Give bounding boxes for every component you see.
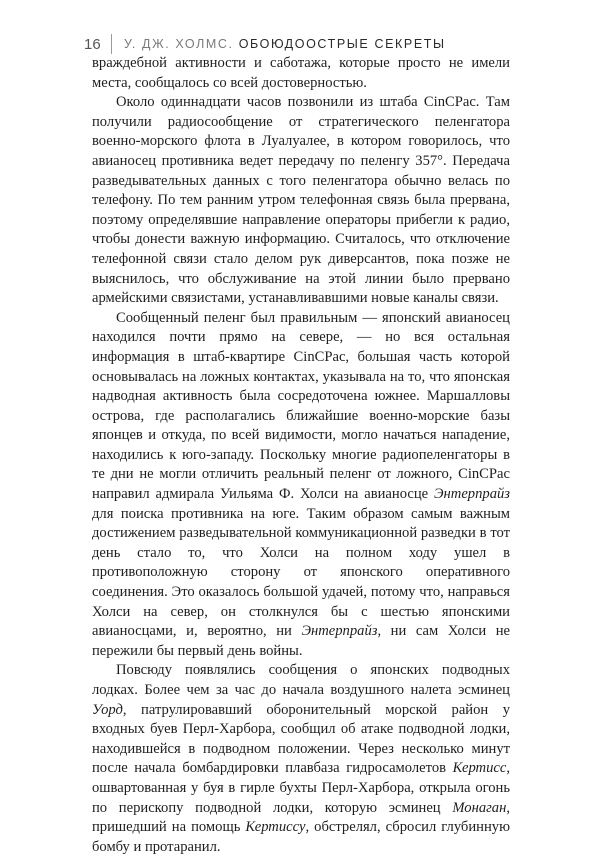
page-number: 16 bbox=[84, 36, 101, 53]
ship-name: Энтерпрайз bbox=[301, 623, 378, 640]
paragraph-text: Повсюду появлялись сообщения о японских подводных лодках. Более чем за час до начала воздушного налета эсминец bbox=[92, 662, 510, 698]
paragraph bbox=[92, 54, 510, 93]
paragraph-text: , пришедший на помощь bbox=[92, 799, 510, 836]
header-divider bbox=[111, 34, 112, 54]
paragraph-text: , ни сам Холси не пережили бы первый день войны. bbox=[92, 623, 511, 659]
ship-name: Энтерпрайз bbox=[434, 486, 510, 503]
ship-name: Кертиссу bbox=[245, 819, 306, 836]
paragraph-text: враждебной активности и саботажа, которые просто не имели места, сообщалось со всей достоверностью. bbox=[92, 55, 510, 91]
body-text bbox=[92, 54, 510, 857]
header-author: У. ДЖ. ХОЛМС. bbox=[124, 37, 234, 51]
paragraph bbox=[92, 93, 510, 309]
paragraph-text: , обстрелял, сбросил глубинную бомбу и протаранил. bbox=[92, 819, 510, 855]
running-head bbox=[0, 34, 600, 56]
paragraph bbox=[92, 309, 510, 662]
paragraph-text: , патрулировавший оборонительный морской район у входных буев Перл-Харбора, сообщил об атаке подводной лодки, находившейся в подводном положении. Через несколько минут после начала бомбардировки плавбаза гидросамолетов bbox=[92, 701, 510, 777]
ship-name: Монаган bbox=[452, 799, 507, 816]
paragraph-text: для поиска противника на юге. Таким образом самым важным достижением разведывательной коммуникационной разведки в тот день стало то, что Холси на полном ходу ушел в противоположную сторону от японского оперативного соединения. Это оказалось большой удачей, потому что, направься Холси на север, он столкнулся бы с шестью японскими авианосцами, и, вероятно, ни bbox=[92, 505, 510, 640]
paragraph bbox=[92, 661, 510, 857]
ship-name: Уорд bbox=[92, 701, 123, 718]
paragraph-text: , ошвартованная у буя в гирле бухты Перл-Харбора, открыла огонь по перископу подводной лодки, которую эсминец bbox=[92, 760, 510, 816]
ship-name: Кертисс bbox=[452, 760, 507, 777]
paragraph-text: Сообщенный пеленг был правильным — японский авианосец находился почти прямо на севере, — но вся остальная информация в штаб-квартире CinCPac, большая часть которой основывалась на ложных контактах, указывала на то, что японская надводная активность была сосредоточена южнее. Маршалловы острова, где располагались ближайшие военно-морские базы японцев и откуда, по всей видимости, могло начаться нападение, находились к юго-западу. Поскольку многие радиопеленгаторы в те дни не могли отличить реальный пеленг от ложного, CinCPac направил адмирала Уильяма Ф. Холси на авианосце bbox=[92, 309, 510, 503]
running-head-text bbox=[124, 37, 446, 51]
paragraph-text: Около одиннадцати часов позвонили из штаба CinCPac. Там получили радиосообщение от стратегического пеленгатора военно-морского флота в Луалуалее, в котором говорилось, что авианосец противника ведет передачу по пеленгу 357°. Передача разведывательных данных с того пеленгатора обычно велась по телефону. По тем ранним утром телефонная связь была прервана, поэтому определявшие направление операторы прибегли к радио, чтобы донести важную информацию. Считалось, что отключение телефонной связи стало делом рук диверсантов, пока позже не выяснилось, что обслуживание на этой линии было прервано армейскими связистами, устанавливавшими новые каналы связи. bbox=[92, 94, 510, 307]
header-book-title: ОБОЮДООСТРЫЕ СЕКРЕТЫ bbox=[238, 37, 446, 51]
